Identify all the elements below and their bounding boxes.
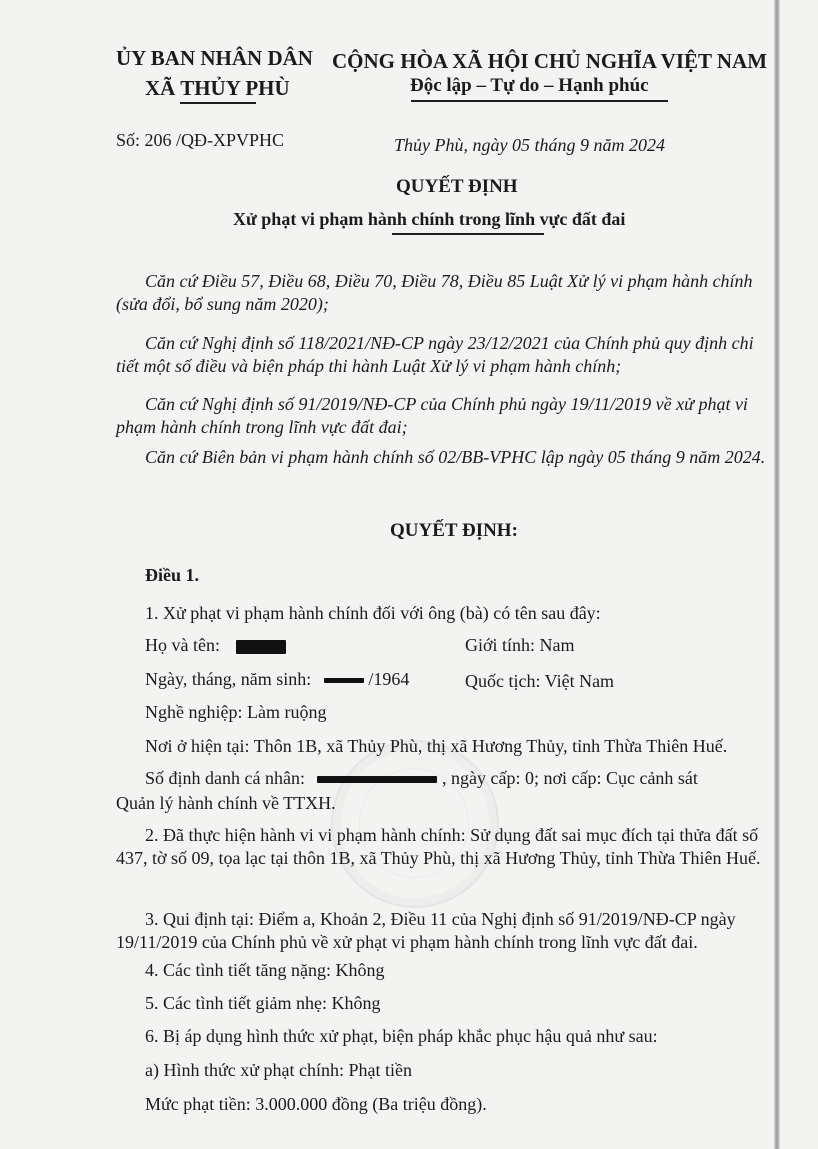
country-title: CỘNG HÒA XÃ HỘI CHỦ NGHĨA VIỆT NAM xyxy=(332,49,768,73)
occupation-field: Nghề nghiệp: Làm ruộng xyxy=(145,702,327,722)
personal-id-row xyxy=(145,769,698,787)
legal-basis-4: Căn cứ Biên bản vi phạm hành chính số 02/BB-VPHC lập ngày 05 tháng 9 năm 2024. xyxy=(145,447,766,467)
country-motto: Độc lập – Tự do – Hạnh phúc xyxy=(410,75,649,96)
motto-underline xyxy=(411,100,668,102)
issuer-name: ỦY BAN NHÂN DÂN xyxy=(116,46,313,70)
birth-label: Ngày, tháng, năm sinh: xyxy=(145,669,312,689)
page-edge-shadow xyxy=(774,0,780,1149)
article-item-4: 4. Các tình tiết tăng nặng: Không xyxy=(145,960,385,980)
article-item-3: 3. Qui định tại: Điểm a, Khoản 2, Điều 11 của Nghị định số 91/2019/NĐ-CP ngày 19/11/2019 của Chính phủ về xử phạt vi phạm hành chính trong lĩnh vực đất đai. xyxy=(116,909,736,952)
legal-basis-1: Căn cứ Điều 57, Điều 68, Điều 70, Điều 78, Điều 85 Luật Xử lý vi phạm hành chính (sửa đổi, bổ sung năm 2020); xyxy=(116,271,753,314)
gender-field: Giới tính: Nam xyxy=(465,635,575,655)
decision-title: QUYẾT ĐỊNH xyxy=(396,176,518,197)
full-name-row xyxy=(145,636,286,654)
personal-id-details: , ngày cấp: 0; nơi cấp: Cục cảnh sát xyxy=(441,768,698,788)
issuing-authority: Quản lý hành chính về TTXH. xyxy=(116,793,336,813)
full-name-label: Họ và tên: xyxy=(145,635,220,655)
commune-name: XÃ THỦY PHÙ xyxy=(145,76,290,100)
personal-id-label: Số định danh cá nhân: xyxy=(145,768,305,788)
document-place-date: Thủy Phù, ngày 05 tháng 9 năm 2024 xyxy=(394,135,665,155)
decision-heading: QUYẾT ĐỊNH: xyxy=(390,520,518,541)
article-item-1: 1. Xử phạt vi phạm hành chính đối với ông (bà) có tên sau đây: xyxy=(145,603,601,623)
redacted-birth-date xyxy=(324,678,364,683)
document-number: Số: 206 /QĐ-XPVPHC xyxy=(116,130,285,150)
article-item-6a: a) Hình thức xử phạt chính: Phạt tiền xyxy=(145,1060,412,1080)
fine-amount: Mức phạt tiền: 3.000.000 đồng (Ba triệu đồng). xyxy=(145,1094,487,1114)
article-item-2: 2. Đã thực hiện hành vi vi phạm hành chính: Sử dụng đất sai mục đích tại thửa đất số 437, tờ số 09, tọa lạc tại thôn 1B, xã Thủy Phù, thị xã Hương Thủy, tỉnh Thừa Thiên Huế. xyxy=(116,825,761,868)
redacted-personal-id xyxy=(317,776,437,783)
issuer-underline xyxy=(180,102,256,104)
article-title: Điều 1. xyxy=(145,565,199,585)
decision-subtitle: Xử phạt vi phạm hành chính trong lĩnh vực đất đai xyxy=(233,209,626,229)
birth-year: /1964 xyxy=(368,669,410,689)
article-item-5: 5. Các tình tiết giảm nhẹ: Không xyxy=(145,993,381,1013)
legal-basis-2: Căn cứ Nghị định số 118/2021/NĐ-CP ngày 23/12/2021 của Chính phủ quy định chi tiết một số điều và biện pháp thi hành Luật Xử lý vi phạm hành chính; xyxy=(116,333,754,376)
article-item-6: 6. Bị áp dụng hình thức xử phạt, biện pháp khắc phục hậu quả như sau: xyxy=(145,1026,658,1046)
legal-basis-3: Căn cứ Nghị định số 91/2019/NĐ-CP của Chính phủ ngày 19/11/2019 về xử phạt vi phạm hành chính trong lĩnh vực đất đai; xyxy=(116,394,748,437)
nationality-field: Quốc tịch: Việt Nam xyxy=(465,671,615,691)
residence-field: Nơi ở hiện tại: Thôn 1B, xã Thủy Phù, thị xã Hương Thủy, tỉnh Thừa Thiên Huế. xyxy=(145,736,728,756)
birth-row xyxy=(145,670,409,688)
subtitle-underline xyxy=(392,233,544,235)
redacted-name xyxy=(236,640,286,654)
